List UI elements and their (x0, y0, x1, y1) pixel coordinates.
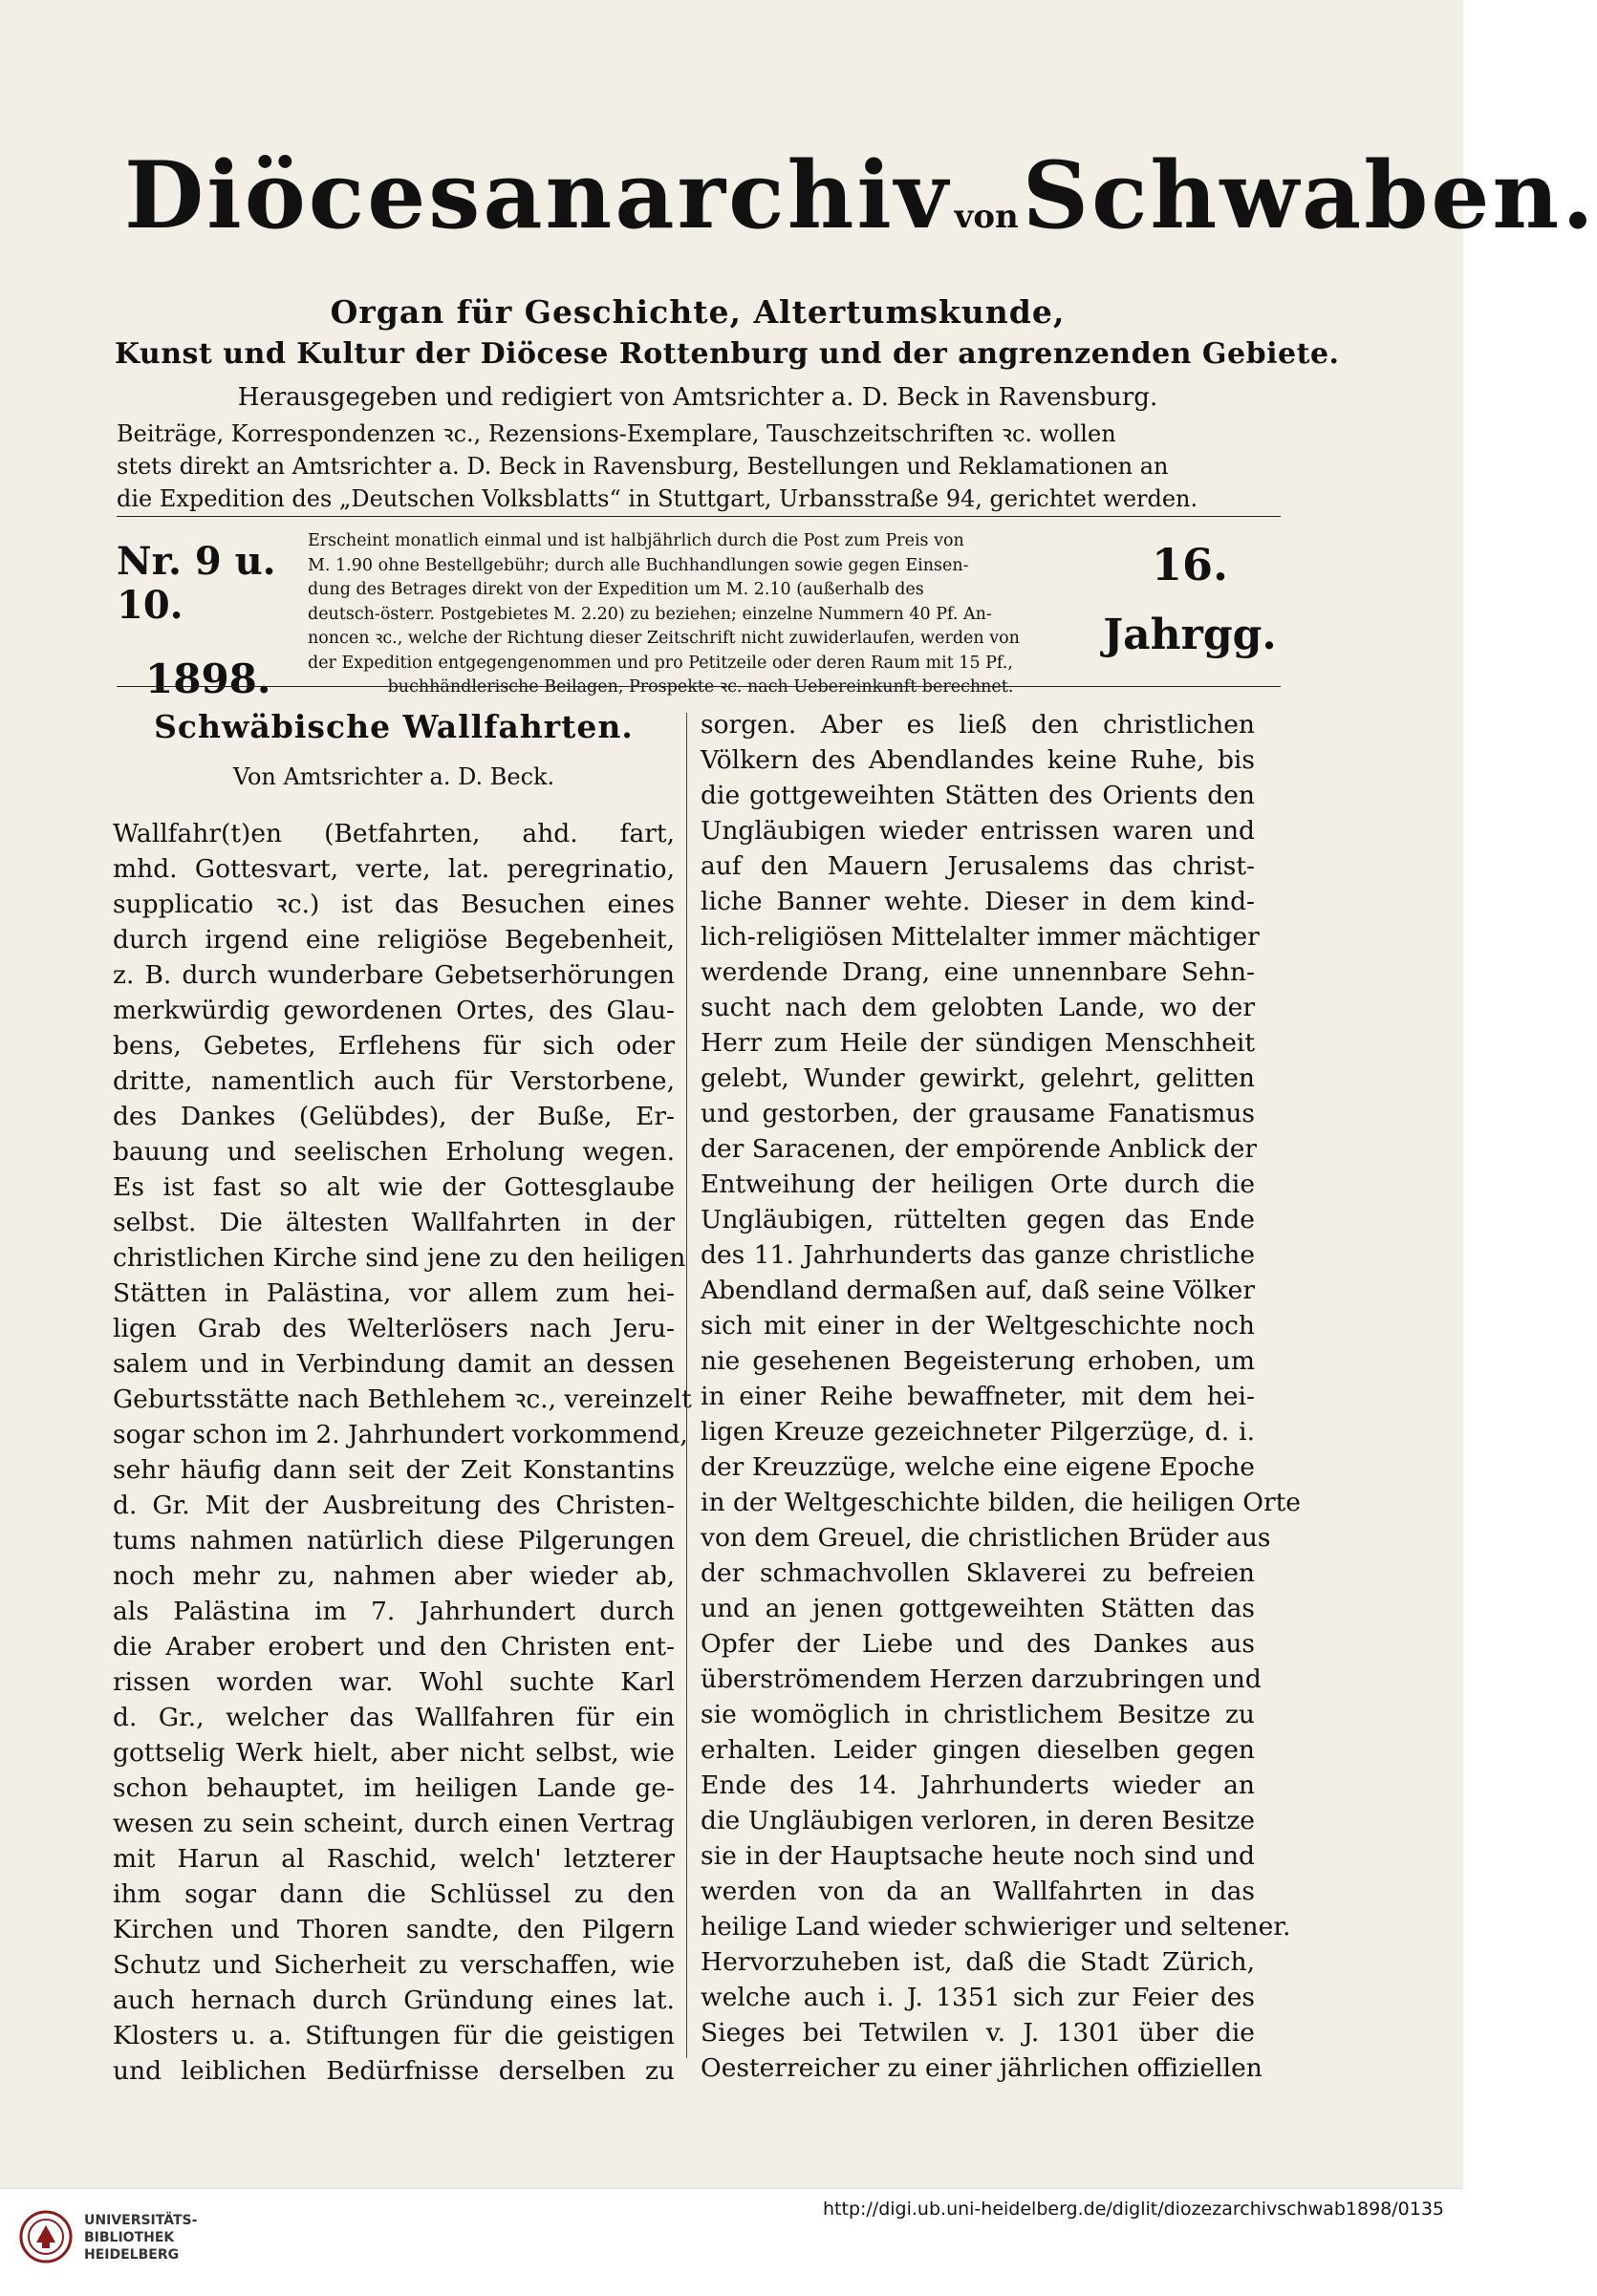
text-line: noch mehr zu, nahmen aber wieder ab, (113, 1561, 675, 1591)
text-line: ligen Grab des Welterlösers nach Jeru- (113, 1314, 675, 1343)
text-line: bauung und seelischen Erholung wegen. (113, 1137, 675, 1167)
institution-line: BIBLIOTHEK (84, 2230, 175, 2245)
text-line: auf den Mauern Jerusalems das christ- (701, 851, 1255, 881)
source-url[interactable]: http://digi.ub.uni-heidelberg.de/diglit/diozezarchivschwab1898/0135 (823, 2199, 1444, 2220)
header-rule-bottom (117, 686, 1281, 687)
text-line: supplicatio ꝛc.) ist das Besuchen eines (113, 890, 675, 919)
text-line: von dem Greuel, die christlichen Brüder aus (701, 1523, 1271, 1553)
contributions-line: Beiträge, Korrespondenzen ꝛc., Rezensions-Exemplare, Tauschzeitschriften ꝛc. wollen (117, 420, 1116, 447)
contributions-line: stets direkt an Amtsrichter a. D. Beck in Ravensburg, Bestellungen und Reklamationen an (117, 453, 1169, 480)
volume-label: Jahrgg. (1103, 611, 1277, 659)
university-seal-icon (19, 2210, 73, 2264)
text-line: tums nahmen natürlich diese Pilgerungen (113, 1526, 675, 1556)
text-line: Abendland dermaßen auf, daß seine Völker (701, 1276, 1255, 1305)
text-line: und an jenen gottgeweihten Stätten das (701, 1594, 1255, 1623)
text-line: Entweihung der heiligen Orte durch die (701, 1169, 1255, 1199)
right-column-text (701, 707, 1301, 2086)
text-line: sucht nach dem gelobten Lande, wo der (701, 993, 1255, 1022)
text-line: christlichen Kirche sind jene zu den heiligen (113, 1243, 686, 1273)
article-left-column (113, 707, 692, 2089)
text-line: als Palästina im 7. Jahrhundert durch (113, 1597, 675, 1626)
publication-info (308, 529, 1093, 700)
text-line: erhalten. Leider gingen dieselben gegen (701, 1735, 1255, 1765)
text-line: ihm sogar dann die Schlüssel zu den (113, 1879, 675, 1909)
article-byline: Von Amtsrichter a. D. Beck. (232, 763, 555, 790)
pubinfo-line: noncen ꝛc., welche der Richtung dieser Zeitschrift nicht zuwiderlaufen, werden von (308, 629, 1020, 648)
text-line: Kirchen und Thoren sandte, den Pilgern (113, 1915, 675, 1944)
text-line: Opfer der Liebe und des Dankes aus (701, 1629, 1255, 1659)
institution-line: UNIVERSITÄTS- (84, 2213, 198, 2228)
text-line: sehr häufig dann seit der Zeit Konstantins (113, 1455, 675, 1485)
subtitle-line2: Kunst und Kultur der Diöcese Rottenburg und der angrenzenden Gebiete. (115, 337, 1340, 371)
text-line: überströmendem Herzen darzubringen und (701, 1664, 1262, 1694)
article-right-column (701, 707, 1301, 2086)
pubinfo-line: M. 1.90 ohne Bestellgebühr; durch alle Buchhandlungen sowie gegen Einsen- (308, 555, 969, 575)
text-line: der Saracenen, der empörende Anblick der (701, 1134, 1258, 1164)
volume-block (1099, 540, 1281, 660)
text-line: sich mit einer in der Weltgeschichte noch (701, 1311, 1255, 1341)
text-line: durch irgend eine religiöse Begebenheit, (113, 925, 675, 955)
issue-number: Nr. 9 u. 10. (117, 539, 276, 628)
text-line: z. B. durch wunderbare Gebetserhörungen (113, 960, 675, 990)
text-line: d. Gr., welcher das Wallfahren für ein (113, 1703, 675, 1732)
text-line: dritte, namentlich auch für Verstorbene, (113, 1066, 675, 1096)
text-line: der Kreuzzüge, welche eine eigene Epoche (701, 1452, 1255, 1482)
pubinfo-line: Erscheint monatlich einmal und ist halbjährlich durch die Post zum Preis von (308, 531, 964, 550)
text-line: sogar schon im 2. Jahrhundert vorkommend, (113, 1420, 688, 1449)
article-title: Schwäbische Wallfahrten. (154, 708, 634, 745)
title-part2: Schwaben. (1022, 141, 1597, 249)
text-line: schon behauptet, im heiligen Lande ge- (113, 1773, 675, 1803)
text-line: gottselig Werk hielt, aber nicht selbst, wie (113, 1738, 675, 1768)
text-line: sorgen. Aber es ließ den christlichen (701, 710, 1255, 740)
text-line: Ende des 14. Jahrhunderts wieder an (701, 1770, 1255, 1800)
editor-line: Herausgegeben und redigiert von Amtsrichter a. D. Beck in Ravensburg. (237, 383, 1158, 412)
text-line: Völkern des Abendlandes keine Ruhe, bis (701, 745, 1255, 775)
text-line: welche auch i. J. 1351 sich zur Feier des (701, 1983, 1255, 2012)
text-line: Stätten in Palästina, vor allem zum hei- (113, 1278, 675, 1308)
text-line: des Dankes (Gelübdes), der Buße, Er- (113, 1102, 675, 1131)
pubinfo-line: deutsch-österr. Postgebietes M. 2.20) zu beziehen; einzelne Nummern 40 Pf. An- (308, 604, 992, 624)
text-line: rissen worden war. Wohl suchte Karl (113, 1667, 675, 1697)
text-line: in der Weltgeschichte bilden, die heiligen Orte (701, 1488, 1301, 1517)
text-line: selbst. Die ältesten Wallfahrten in der (113, 1208, 675, 1237)
text-line: die Ungläubigen verloren, in deren Besitze (701, 1806, 1255, 1835)
footer-bar (0, 2188, 1463, 2296)
subtitle-line1: Organ für Geschichte, Altertumskunde, (330, 293, 1066, 331)
text-line: sie in der Hauptsache heute noch sind und (701, 1841, 1255, 1871)
text-line: auch hernach durch Gründung eines lat. (113, 1985, 675, 2015)
text-line: und leiblichen Bedürfnisse derselben zu (113, 2056, 675, 2086)
column-divider (686, 713, 687, 2058)
title-part1: Diöcesanarchiv (124, 141, 951, 249)
text-line: d. Gr. Mit der Ausbreitung des Christen- (113, 1491, 675, 1520)
issue-number-block (117, 540, 298, 704)
header-rule-top (117, 516, 1281, 517)
text-line: und gestorben, der grausame Fanatismus (701, 1099, 1255, 1128)
pubinfo-line: dung des Betrages direkt von der Expedition um M. 2.10 (außerhalb des (308, 580, 924, 599)
text-line: wesen zu sein scheint, durch einen Vertrag (113, 1809, 675, 1838)
text-line: des 11. Jahrhunderts das ganze christliche (701, 1240, 1255, 1270)
text-line: der schmachvollen Sklaverei zu befreien (701, 1558, 1255, 1588)
pubinfo-line: buchhändlerische Beilagen, Prospekte ꝛc. nach Uebereinkunft berechnet. (387, 677, 1014, 697)
text-line: gelebt, Wunder gewirkt, gelehrt, gelitten (701, 1063, 1255, 1093)
text-line: Es ist fast so alt wie der Gottesglaube (113, 1172, 675, 1202)
title-von: von (954, 198, 1019, 236)
text-line: lich-religiösen Mittelalter immer mächtiger (701, 922, 1260, 952)
text-line: in einer Reihe bewaffneter, mit dem hei- (701, 1382, 1255, 1411)
text-line: nie gesehenen Begeisterung erhoben, um (701, 1346, 1255, 1376)
volume-number: 16. (1151, 539, 1229, 590)
text-line: bens, Gebetes, Erflehens für sich oder (113, 1031, 675, 1061)
text-line: salem und in Verbindung damit an dessen (113, 1349, 675, 1379)
institution-line: HEIDELBERG (84, 2247, 180, 2263)
left-column-text (113, 816, 692, 2089)
text-line: Ungläubigen, rüttelten gegen das Ende (701, 1205, 1255, 1234)
text-line: heilige Land wieder schwieriger und seltener. (701, 1912, 1291, 1942)
text-line: Wallfahr(t)en (Betfahrten, ahd. fart, (113, 819, 675, 848)
text-line: Geburtsstätte nach Bethlehem ꝛc., vereinzelt (113, 1384, 692, 1414)
text-line: Ungläubigen wieder entrissen waren und (701, 816, 1255, 846)
text-line: ligen Kreuze gezeichneter Pilgerzüge, d. i. (701, 1417, 1255, 1447)
text-line: Hervorzuheben ist, daß die Stadt Zürich, (701, 1947, 1255, 1977)
text-line: werden von da an Wallfahrten in das (701, 1877, 1255, 1906)
text-line: sie womöglich in christlichem Besitze zu (701, 1700, 1255, 1729)
contributions-line: die Expedition des „Deutschen Volksblatts“ in Stuttgart, Urbansstraße 94, gerichtet werden. (117, 485, 1198, 512)
text-line: Oesterreicher zu einer jährlichen offiziellen (701, 2053, 1262, 2083)
issue-year: 1898. (145, 655, 271, 702)
text-line: mhd. Gottesvart, verte, lat. peregrinatio, (113, 854, 675, 884)
text-line: Schutz und Sicherheit zu verschaffen, wie (113, 1950, 675, 1980)
text-line: Herr zum Heile der sündigen Menschheit (701, 1028, 1255, 1058)
text-line: die gottgeweihten Stätten des Orients den (701, 781, 1255, 810)
text-line: mit Harun al Raschid, welch' letzterer (113, 1844, 675, 1874)
text-line: werdende Drang, eine unnennbare Sehn- (701, 957, 1255, 987)
text-line: Sieges bei Tetwilen v. J. 1301 über die (701, 2018, 1255, 2048)
text-line: liche Banner wehte. Dieser in dem kind- (701, 887, 1255, 916)
text-line: merkwürdig gewordenen Ortes, des Glau- (113, 996, 675, 1025)
pubinfo-line: der Expedition entgegengenommen und pro Petitzeile oder deren Raum mit 15 Pf., (308, 653, 1013, 673)
contributions-notice (117, 418, 1279, 515)
institution-name (84, 2212, 197, 2264)
text-line: Klosters u. a. Stiftungen für die geistigen (113, 2021, 675, 2050)
masthead-title (124, 115, 1597, 277)
text-line: die Araber erobert und den Christen ent- (113, 1632, 675, 1662)
